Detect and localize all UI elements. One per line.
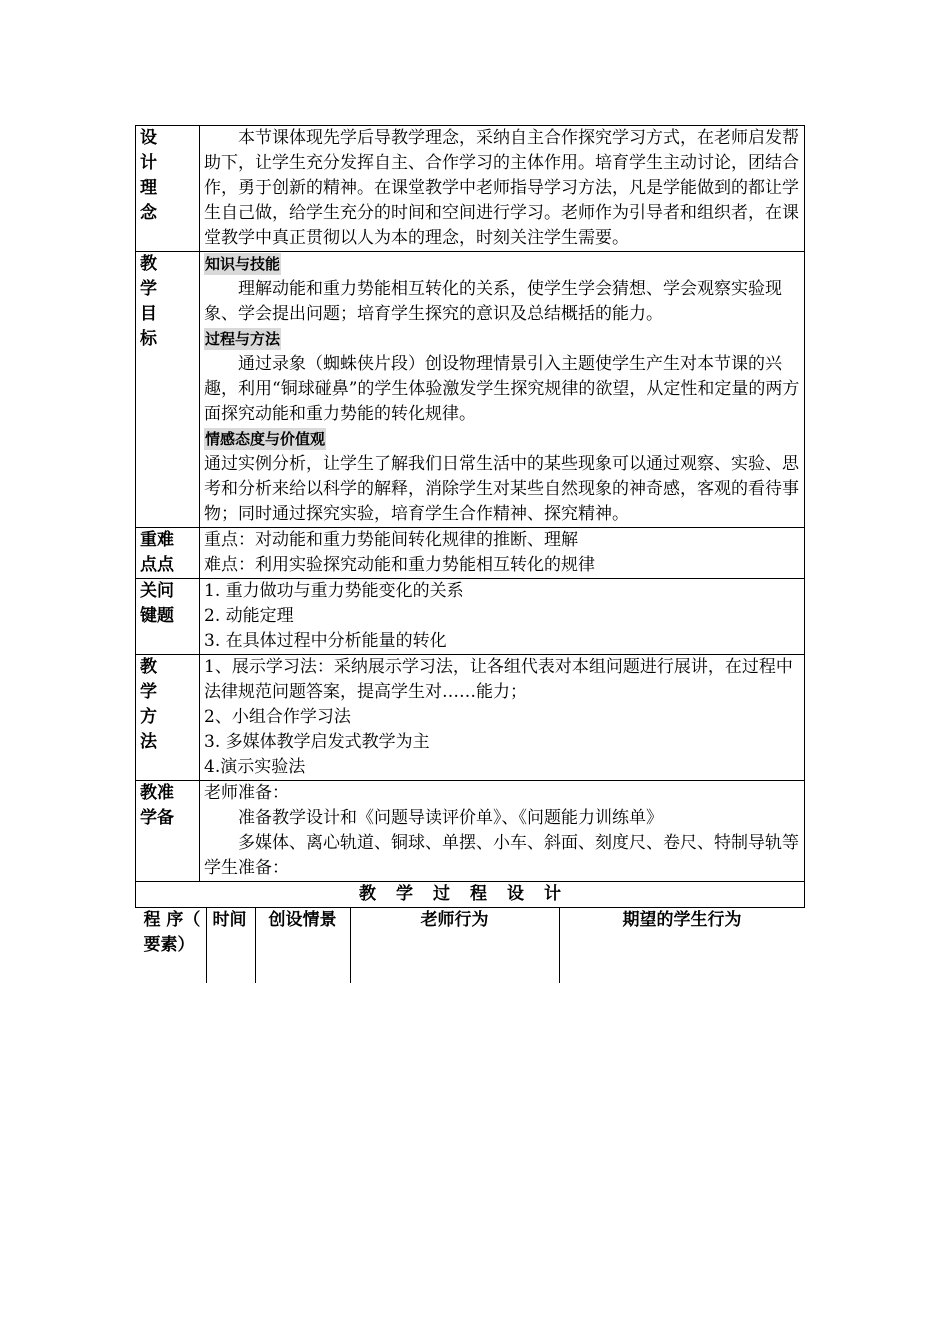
header-teacher-action: 老师行为 xyxy=(350,908,559,983)
list-item: 3. 在具体过程中分析能量的转化 xyxy=(204,631,447,651)
list-item: 1、展示学习法：采纳展示学习法，让各组代表对本组问题进行展讲，在过程中法律规范问题答案，提高学生对……能力； xyxy=(204,657,793,702)
design-concept-content xyxy=(200,126,805,252)
goal-knowledge-text: 理解动能和重力势能相互转化的关系，使学生学会猜想、学会观察实验现象、学会提出问题；培育学生探究的意识及总结概括的能力。 xyxy=(204,279,782,324)
teaching-goals-content xyxy=(200,252,805,528)
goal-knowledge-heading: 知识与技能 xyxy=(205,255,281,273)
row-key-points xyxy=(136,528,805,579)
teaching-prep-content xyxy=(200,781,805,882)
lesson-plan-table xyxy=(135,125,805,983)
teacher-prep-item: 准备教学设计和《问题导读评价单》、《问题能力训练单》 xyxy=(238,808,663,828)
list-item: 2、小组合作学习法 xyxy=(204,707,351,727)
process-header-table xyxy=(136,908,805,983)
difficult-point-line: 难点：利用实验探究动能和重力势能相互转化的规律 xyxy=(204,555,595,575)
list-item: 3. 多媒体教学启发式教学为主 xyxy=(204,732,430,752)
row-design-concept xyxy=(136,126,805,252)
design-concept-text: 本节课体现先学后导教学理念，采纳自主合作探究学习方式，在老师启发帮助下，让学生充分发挥自主、合作学习的主体作用。培育学生主动讨论，团结合作，勇于创新的精神。在课堂教学中老师指导学习方法，凡是学能做到的都让学生自己做，给学生充分的时间和空间进行学习。老师作为引导者和组织者，在课堂教学中真正贯彻以人为本的理念，时刻关注学生需要。 xyxy=(204,128,799,248)
row-key-issues xyxy=(136,579,805,655)
goal-attitude-heading: 情感态度与价值观 xyxy=(205,430,326,448)
header-step: 程 序（ 要素） xyxy=(136,908,207,983)
teaching-methods-content xyxy=(200,655,805,781)
label-key-issues: 关问 键题 xyxy=(136,579,200,655)
list-item: 4.演示实验法 xyxy=(204,757,306,777)
key-point-line: 重点：对动能和重力势能间转化规律的推断、理解 xyxy=(204,530,578,550)
list-item: 2. 动能定理 xyxy=(204,606,294,626)
label-design-concept: 设 计 理 念 xyxy=(136,126,200,252)
goal-process-text: 通过录象（蜘蛛侠片段）创设物理情景引入主题使学生产生对本节课的兴趣，利用“铜球碰鼻”的学生体验激发学生探究规律的欲望，从定性和定量的两方面探究动能和重力势能的转化规律。 xyxy=(204,354,800,424)
teacher-prep-item: 多媒体、离心轨道、铜球、单摆、小车、斜面、刻度尺、卷尺、特制导轨等 xyxy=(238,833,799,853)
header-scenario: 创设情景 xyxy=(255,908,350,983)
header-student-action: 期望的学生行为 xyxy=(559,908,805,983)
row-process-header xyxy=(136,908,805,984)
goal-process-heading: 过程与方法 xyxy=(205,330,281,348)
label-teaching-methods: 教 学 方 法 xyxy=(136,655,200,781)
row-teaching-methods xyxy=(136,655,805,781)
label-teaching-goals: 教 学 目 标 xyxy=(136,252,200,528)
list-item: 1. 重力做功与重力势能变化的关系 xyxy=(204,581,464,601)
header-time: 时间 xyxy=(206,908,255,983)
student-prep-label: 学生准备： xyxy=(204,858,289,878)
teacher-prep-label: 老师准备： xyxy=(204,783,289,803)
goal-attitude-text: 通过实例分析，让学生了解我们日常生活中的某些现象可以通过观察、实验、思考和分析来给以科学的解释，消除学生对某些自然现象的神奇感，客观的看待事物；同时通过探究实验，培育学生合作精神、探究精神。 xyxy=(204,454,799,524)
label-key-points: 重难 点点 xyxy=(136,528,200,579)
row-teaching-prep xyxy=(136,781,805,882)
label-teaching-prep: 教准 学备 xyxy=(136,781,200,882)
key-points-content xyxy=(200,528,805,579)
process-header-wrap xyxy=(136,908,805,984)
row-process-title xyxy=(136,882,805,908)
process-title: 教学过程设计 xyxy=(136,882,805,908)
key-issues-content xyxy=(200,579,805,655)
row-teaching-goals xyxy=(136,252,805,528)
